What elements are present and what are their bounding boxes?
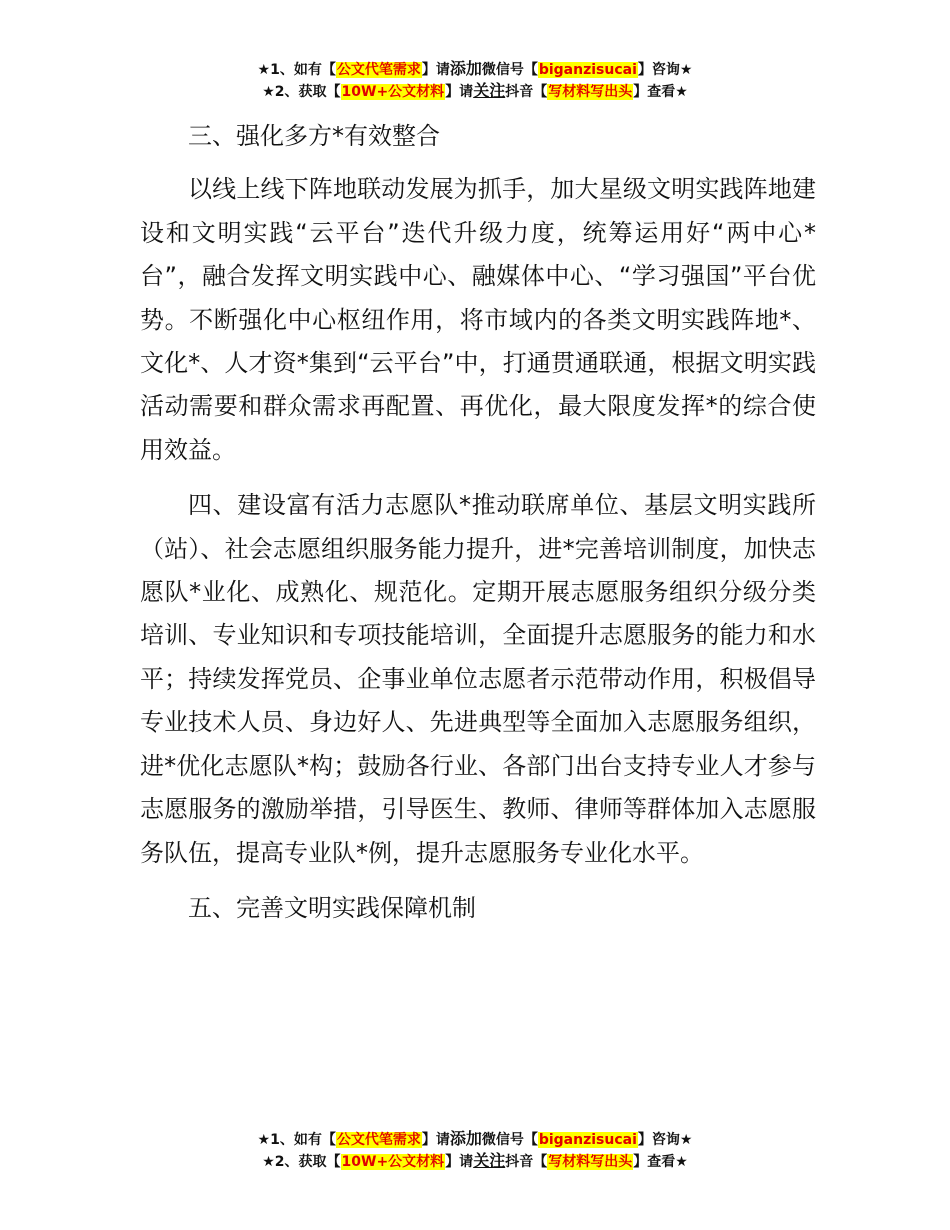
footer-banner [0, 1128, 950, 1172]
highlight-douyin-account: 写材料写出头 [548, 1154, 633, 1170]
banner-line-2: ★2、获取【10W+公文材料】请关注抖音【写材料写出头】查看★ [262, 1151, 688, 1170]
header-banner [0, 58, 950, 102]
document-body [140, 115, 816, 930]
section-3-heading: 三、强化多方*有效整合 [188, 122, 440, 150]
banner-line-1: ★1、如有【公文代笔需求】请添加微信号【biganzisucai】咨询★ [257, 59, 693, 78]
highlight-materials: 10W+公文材料 [341, 1154, 445, 1170]
highlight-douyin-account: 写材料写出头 [548, 84, 633, 100]
highlight-wechat-id: biganzisucai [538, 1132, 637, 1148]
banner-line-1: ★1、如有【公文代笔需求】请添加微信号【biganzisucai】咨询★ [257, 1129, 693, 1148]
highlight-service: 公文代笔需求 [336, 1132, 421, 1148]
highlight-materials: 10W+公文材料 [341, 84, 445, 100]
banner-line-2: ★2、获取【10W+公文材料】请关注抖音【写材料写出头】查看★ [262, 81, 688, 100]
highlight-wechat-id: biganzisucai [538, 62, 637, 78]
highlight-service: 公文代笔需求 [336, 62, 421, 78]
section-5-heading: 五、完善文明实践保障机制 [188, 893, 476, 922]
section-4-paragraph: 四、建设富有活力志愿队*推动联席单位、基层文明实践所（站）、社会志愿组织服务能力提升，进*完善培训制度，加快志愿队*业化、成熟化、规范化。定期开展志愿服务组织分级分类培训、专业知识和专项技能培训，全面提升志愿服务的能力和水平；持续发挥党员、企事业单位志愿者示范带动作用，积极倡导专业技术人员、身边好人、先进典型等全面加入志愿服务组织，进*优化志愿队*构；鼓励各行业、各部门出台支持专业人才参与志愿服务的激励举措，引导医生、教师、律师等群体加入志愿服务队伍，提高专业队*例，提升志愿服务专业化水平。 [140, 491, 816, 867]
section-3-paragraph: 以线上线下阵地联动发展为抓手，加大星级文明实践阵地建设和文明实践“云平台”迭代升级力度，统筹运用好“两中心*台”，融合发挥文明实践中心、融媒体中心、“学习强国”平台优势。不断强化中心枢纽作用，将市域内的各类文明实践阵地*、文化*、人才资*集到“云平台”中，打通贯通联通，根据文明实践活动需要和群众需求再配置、再优化，最大限度发挥*的综合使用效益。 [140, 175, 816, 464]
